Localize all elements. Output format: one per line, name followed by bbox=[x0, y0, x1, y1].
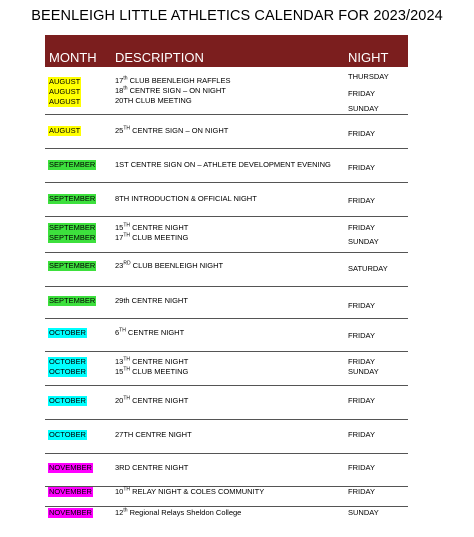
night-cell: THURSDAY bbox=[348, 72, 389, 81]
night-cell: FRIDAY bbox=[348, 301, 375, 310]
table-row bbox=[45, 318, 408, 352]
ordinal-suffix: TH bbox=[123, 232, 131, 239]
month-cell: SEPTEMBER bbox=[49, 261, 96, 270]
ordinal-suffix: TH bbox=[123, 356, 131, 363]
header-month: MONTH bbox=[49, 50, 97, 65]
month-cell: NOVEMBER bbox=[49, 463, 92, 472]
night-cell: FRIDAY bbox=[348, 163, 375, 172]
night-cell: FRIDAY bbox=[348, 196, 375, 205]
table-row bbox=[45, 419, 408, 454]
table-row bbox=[45, 286, 408, 319]
month-cell: OCTOBER bbox=[49, 328, 86, 337]
ordinal-suffix: th bbox=[123, 85, 128, 92]
month-cell: SEPTEMBER bbox=[49, 296, 96, 305]
month-cell: NOVEMBER bbox=[49, 508, 92, 517]
month-cell: AUGUST bbox=[49, 87, 81, 96]
month-cell: OCTOBER bbox=[49, 430, 86, 439]
description-cell: 17TH CLUB MEETING bbox=[115, 232, 189, 242]
table-row bbox=[45, 72, 408, 115]
night-cell: SUNDAY bbox=[348, 508, 379, 517]
description-cell: 15TH CLUB MEETING bbox=[115, 366, 189, 376]
table-row bbox=[45, 148, 408, 183]
night-cell: SATURDAY bbox=[348, 264, 388, 273]
month-cell: OCTOBER bbox=[49, 396, 86, 405]
night-cell: FRIDAY bbox=[348, 357, 375, 366]
description-cell: 25TH CENTRE SIGN – ON NIGHT bbox=[115, 125, 229, 135]
page-title: BEENLEIGH LITTLE ATHLETICS CALENDAR FOR 2023/2024 bbox=[31, 8, 443, 24]
month-cell: SEPTEMBER bbox=[49, 223, 96, 232]
month-cell: SEPTEMBER bbox=[49, 233, 96, 242]
table-row bbox=[45, 385, 408, 420]
description-cell: 6TH CENTRE NIGHT bbox=[115, 327, 185, 337]
month-cell: SEPTEMBER bbox=[49, 194, 96, 203]
description-cell: 3RD CENTRE NIGHT bbox=[115, 463, 189, 472]
night-cell: FRIDAY bbox=[348, 396, 375, 405]
table-row bbox=[45, 351, 408, 386]
night-cell: FRIDAY bbox=[348, 487, 375, 496]
description-cell: 20TH CENTRE NIGHT bbox=[115, 395, 189, 405]
table-row bbox=[45, 252, 408, 287]
description-cell: 8TH INTRODUCTION & OFFICIAL NIGHT bbox=[115, 194, 257, 203]
description-cell: 12th Regional Relays Sheldon College bbox=[115, 507, 242, 517]
night-cell: FRIDAY bbox=[348, 430, 375, 439]
ordinal-suffix: TH bbox=[123, 222, 131, 229]
description-cell: 27TH CENTRE NIGHT bbox=[115, 430, 192, 439]
description-cell: 17th CLUB BEENLEIGH RAFFLES bbox=[115, 75, 231, 85]
night-cell: FRIDAY bbox=[348, 89, 375, 98]
description-cell: 20TH CLUB MEETING bbox=[115, 96, 192, 105]
header-description: DESCRIPTION bbox=[115, 50, 204, 65]
ordinal-suffix: RD bbox=[123, 260, 131, 267]
night-cell: FRIDAY bbox=[348, 463, 375, 472]
description-cell: 15TH CENTRE NIGHT bbox=[115, 222, 189, 232]
description-cell: 23RD CLUB BEENLEIGH NIGHT bbox=[115, 260, 224, 270]
month-cell: OCTOBER bbox=[49, 357, 86, 366]
table-row bbox=[45, 114, 408, 149]
month-cell: AUGUST bbox=[49, 126, 81, 135]
month-cell: AUGUST bbox=[49, 77, 81, 86]
table-row bbox=[45, 216, 408, 253]
table-row bbox=[45, 506, 408, 520]
night-cell: SUNDAY bbox=[348, 104, 379, 113]
ordinal-suffix: TH bbox=[123, 395, 131, 402]
ordinal-suffix: th bbox=[123, 75, 128, 82]
table-row bbox=[45, 182, 408, 217]
night-cell: SUNDAY bbox=[348, 367, 379, 376]
table-header bbox=[45, 35, 408, 67]
ordinal-suffix: TH bbox=[123, 125, 131, 132]
description-cell: 29th CENTRE NIGHT bbox=[115, 296, 188, 305]
table-row bbox=[45, 453, 408, 487]
night-cell: FRIDAY bbox=[348, 129, 375, 138]
month-cell: OCTOBER bbox=[49, 367, 86, 376]
night-cell: FRIDAY bbox=[348, 331, 375, 340]
description-cell: 13TH CENTRE NIGHT bbox=[115, 356, 189, 366]
month-cell: NOVEMBER bbox=[49, 487, 92, 496]
night-cell: SUNDAY bbox=[348, 237, 379, 246]
ordinal-suffix: th bbox=[123, 507, 128, 514]
table-row bbox=[45, 486, 408, 507]
ordinal-suffix: TH bbox=[123, 486, 131, 493]
month-cell: SEPTEMBER bbox=[49, 160, 96, 169]
description-cell: 1ST CENTRE SIGN ON – ATHLETE DEVELOPMENT EVENING bbox=[115, 160, 331, 169]
month-cell: AUGUST bbox=[49, 97, 81, 106]
ordinal-suffix: TH bbox=[119, 327, 126, 334]
night-cell: FRIDAY bbox=[348, 223, 375, 232]
description-cell: 18th CENTRE SIGN – ON NIGHT bbox=[115, 85, 226, 95]
description-cell: 10TH RELAY NIGHT & COLES COMMUNITY bbox=[115, 486, 265, 496]
ordinal-suffix: TH bbox=[123, 366, 131, 373]
header-night: NIGHT bbox=[348, 50, 389, 65]
